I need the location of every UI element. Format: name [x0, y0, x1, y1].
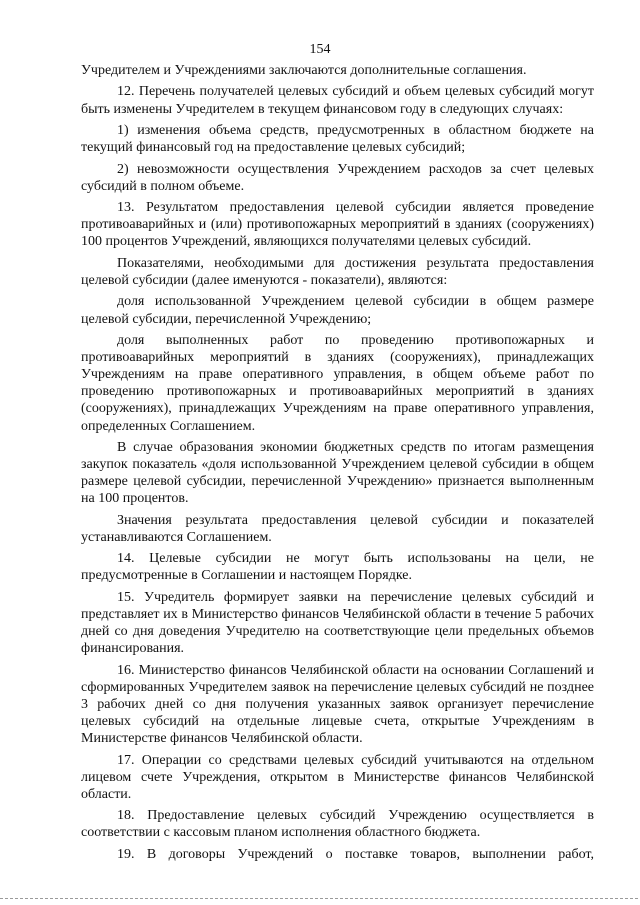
paragraph: Показателями, необходимыми для достижения результата предоставления целевой субсидии (далее именуются - показатели), являются: — [81, 255, 594, 288]
paragraph: 2) невозможности осуществления Учреждением расходов за счет целевых субсидий в полном объеме. — [81, 161, 594, 194]
paragraph: 19. В договоры Учреждений о поставке товаров, выполнении работ, — [117, 846, 594, 862]
paragraph: Учредителем и Учреждениями заключаются дополнительные соглашения. — [81, 63, 527, 78]
paragraph: доля выполненных работ по проведению противопожарных и противоаварийных мероприятий в зданиях (сооружениях), принадлежащих Учреждениям на праве оперативного управления, в общем объеме работ по проведению противопожарных и противоаварийных мероприятий в зданиях (сооружениях), принадлежащих Учреждениям на праве оперативного управления, определенных Соглашением. — [81, 333, 594, 434]
paragraph: 12. Перечень получателей целевых субсидий и объем целевых субсидий могут быть изменены Учредителем в текущем финансовом году в следующих случаях: — [81, 84, 594, 117]
paragraph: 17. Операции со средствами целевых субсидий учитываются на отдельном лицевом счете Учреждения, открытом в Министерстве финансов Челябинской области. — [81, 752, 594, 802]
paragraph: доля использованной Учреждением целевой субсидии в общем размере целевой субсидии, перечисленной Учреждению; — [81, 294, 594, 327]
paragraph: Значения результата предоставления целевой субсидии и показателей устанавливаются Соглашением. — [81, 512, 594, 545]
paragraph: 14. Целевые субсидии не могут быть использованы на цели, не предусмотренные в Соглашении и настоящем Порядке. — [81, 551, 594, 584]
scan-bottom-edge — [0, 898, 640, 899]
paragraph: 13. Результатом предоставления целевой субсидии является проведение противоаварийных и (или) противопожарных мероприятий в зданиях (сооружениях) 100 процентов Учреждений, являющихся получателями целевых субсидий. — [81, 200, 594, 250]
paragraph: 1) изменения объема средств, предусмотренных в областном бюджете на текущий финансовый год на предоставление целевых субсидий; — [81, 123, 594, 156]
page-number: 154 — [309, 42, 331, 57]
paragraph: 18. Предоставление целевых субсидий Учреждению осуществляется в соответствии с кассовым планом исполнения областного бюджета. — [81, 808, 594, 841]
paragraph: В случае образования экономии бюджетных средств по итогам размещения закупок показатель «доля использованной Учреждением целевой субсидии в общем размере целевой субсидии, перечисленной Учреждению» признается выполненным на 100 процентов. — [81, 440, 594, 507]
paragraph: 16. Министерство финансов Челябинской области на основании Соглашений и сформированных Учредителем заявок на перечисление целевых субсидий не позднее 3 рабочих дней со дня получения указанных заявок организует перечисление целевых субсидий на отдельные лицевые счета, открытые Учреждениям в Министерстве финансов Челябинской области. — [81, 662, 594, 747]
paragraph: 15. Учредитель формирует заявки на перечисление целевых субсидий и представляет их в Министерство финансов Челябинской области в течение 5 рабочих дней со дня доведения Учредителю на соответствующие цели предельных объемов финансирования. — [81, 589, 594, 657]
document-body — [81, 62, 594, 867]
